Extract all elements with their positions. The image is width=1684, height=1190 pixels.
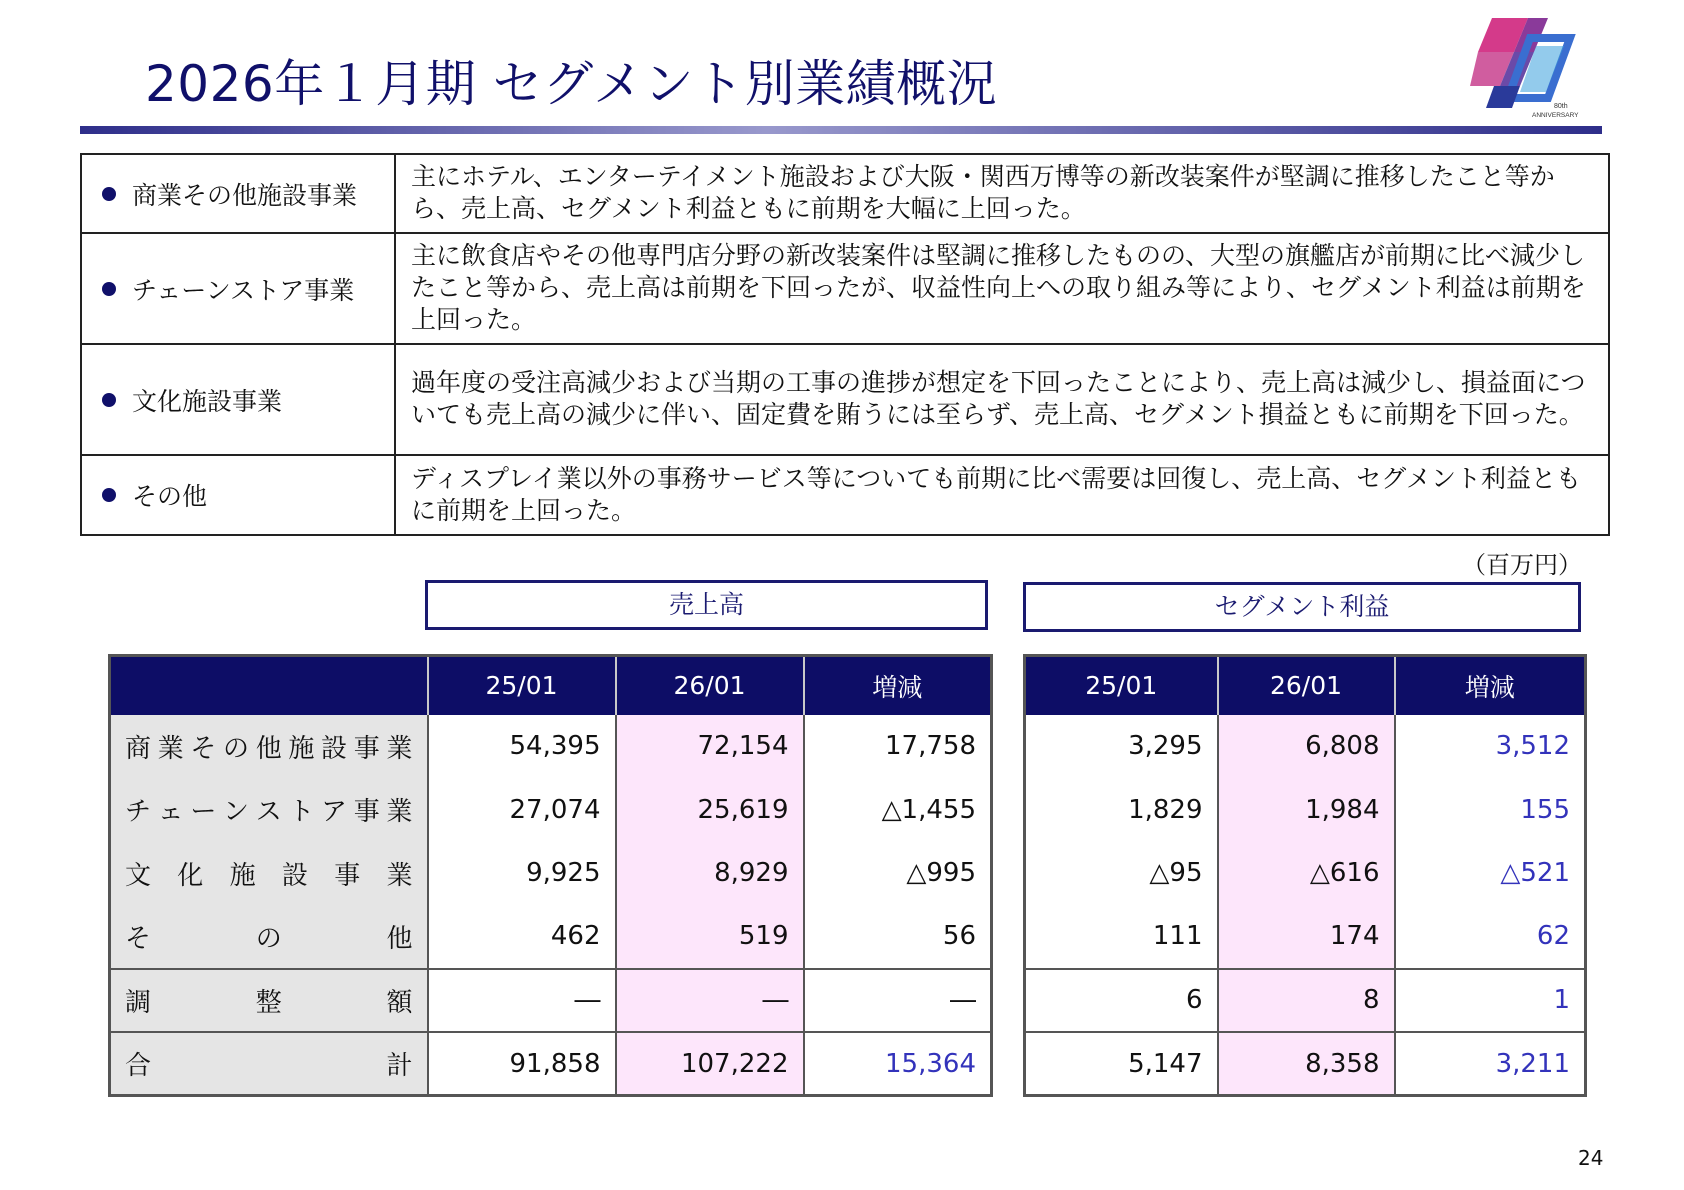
logo-80th-text: 80th [1554, 103, 1568, 110]
row-label-char: ン [223, 797, 250, 828]
segment-cell: 8,358 [1218, 1032, 1395, 1096]
note-row [81, 154, 1609, 233]
sales-heading: 売上高 [425, 580, 988, 630]
sales-row [110, 1032, 992, 1096]
anniversary-logo [1470, 16, 1582, 120]
row-label-char: 商 [125, 733, 152, 764]
row-label-char: そ [190, 733, 217, 764]
sales-row [110, 715, 992, 779]
note-text: ディスプレイ業以外の事務サービス等についても前期に比べ需要は回復し、売上高、セグメント利益ともに前期を上回った。 [395, 455, 1609, 535]
segment-cell: 174 [1218, 905, 1395, 969]
row-label-char: 業 [386, 860, 413, 891]
sales-table [108, 654, 993, 1097]
segment-cell: 3,295 [1128, 731, 1203, 762]
sales-cell: 72,154 [616, 715, 804, 779]
segment-row [1025, 1032, 1586, 1096]
col-header: 26/01 [1218, 656, 1395, 715]
segment-header-row [1025, 656, 1586, 715]
row-label-char: 他 [255, 733, 282, 764]
sales-header-row [110, 656, 992, 715]
sales-cell: △995 [804, 842, 992, 906]
segment-cell: 62 [1395, 905, 1586, 969]
row-label [110, 715, 428, 779]
sales-cell: 519 [616, 905, 804, 969]
title-rule [80, 126, 1602, 134]
note-row [81, 455, 1609, 535]
note-text: 主にホテル、エンターテイメント施設および大阪・関西万博等の新改装案件が堅調に推移したこと等から、売上高、セグメント利益ともに前期を大幅に上回った。 [395, 154, 1609, 233]
sales-row [110, 969, 992, 1033]
row-label-char: ト [288, 797, 315, 828]
bullet-icon [102, 282, 116, 296]
row-label [110, 905, 428, 969]
sales-cell: ― [616, 969, 804, 1033]
sales-cell: 27,074 [428, 778, 616, 842]
note-row [81, 344, 1609, 455]
row-label-char: 設 [281, 860, 308, 891]
sales-cell: 25,619 [616, 778, 804, 842]
segment-row [1025, 778, 1586, 842]
segment-cell: 8 [1218, 969, 1395, 1033]
row-label-char: の [255, 923, 282, 954]
sales-cell: 17,758 [804, 715, 992, 779]
segment-cell: △521 [1395, 842, 1586, 906]
segment-cell: 6,808 [1218, 715, 1395, 779]
col-header: 増減 [804, 656, 992, 715]
page-title: 2026年１月期 セグメント別業績概況 [145, 55, 998, 113]
segment-row [1025, 969, 1586, 1033]
segment-cell: △616 [1218, 842, 1395, 906]
sales-cell: ― [428, 969, 616, 1033]
sales-cell: 54,395 [428, 715, 616, 779]
col-header: 26/01 [616, 656, 804, 715]
sales-cell: △1,455 [804, 778, 992, 842]
row-label-char: ェ [157, 797, 184, 828]
note-segment-label: 商業その他施設事業 [132, 180, 358, 210]
sales-cell: 9,925 [428, 842, 616, 906]
segment-row [1025, 715, 1586, 779]
row-label [110, 1032, 428, 1096]
segment-profit-table [1023, 654, 1587, 1097]
row-label-char: 業 [386, 733, 413, 764]
note-segment-label: その他 [132, 482, 208, 511]
row-label-char: 事 [353, 733, 380, 764]
sales-cell: 15,364 [804, 1032, 992, 1096]
segment-cell: 3,211 [1395, 1032, 1586, 1096]
row-label-char: チ [125, 797, 152, 828]
sales-cell: 8,929 [616, 842, 804, 906]
row-label-char: 業 [386, 797, 413, 828]
bullet-icon [102, 488, 116, 502]
segment-row [1025, 842, 1586, 906]
col-header: 25/01 [428, 656, 616, 715]
note-segment [81, 344, 395, 455]
sales-cell: 91,858 [428, 1032, 616, 1096]
bullet-icon [102, 187, 116, 201]
note-segment [81, 455, 395, 535]
sales-row [110, 842, 992, 906]
row-label-char: 文 [125, 860, 152, 891]
row-label-char: 他 [386, 923, 413, 954]
segment-cell: 6 [1025, 969, 1218, 1033]
note-text: 主に飲食店やその他専門店分野の新改装案件は堅調に推移したものの、大型の旗艦店が前期に比べ減少したこと等から、売上高は前期を下回ったが、収益性向上への取り組み等により、セグメント利益は前期を上回った。 [395, 233, 1609, 344]
row-label-char: 化 [177, 860, 204, 891]
sales-cell: 107,222 [616, 1032, 804, 1096]
row-label [110, 842, 428, 906]
corner-header [110, 656, 428, 715]
row-label-char: 整 [255, 987, 282, 1018]
segment-cell: 3,512 [1395, 715, 1586, 779]
note-segment [81, 154, 395, 233]
row-label-char: 調 [125, 987, 152, 1018]
row-label-char: 施 [288, 733, 315, 764]
unit-label: （百万円） [1462, 551, 1582, 579]
sales-row [110, 905, 992, 969]
segment-cell: 1,984 [1218, 778, 1395, 842]
row-label-char: 業 [157, 733, 184, 764]
segment-cell: 111 [1152, 921, 1203, 952]
segment-profit-heading: セグメント利益 [1023, 582, 1581, 632]
row-label-char: 設 [321, 733, 348, 764]
row-label-char: の [223, 733, 250, 764]
row-label-char: 額 [386, 987, 413, 1018]
segment-notes-table [80, 153, 1610, 536]
segment-cell: 155 [1395, 778, 1586, 842]
row-label-char: ア [321, 797, 348, 828]
sales-cell: 462 [428, 905, 616, 969]
note-row [81, 233, 1609, 344]
note-segment [81, 233, 395, 344]
row-label-char: そ [125, 923, 152, 954]
page-number: 24 [1578, 1146, 1604, 1170]
sales-cell: ― [804, 969, 992, 1033]
col-header: 25/01 [1025, 656, 1218, 715]
row-label-char: 施 [229, 860, 256, 891]
note-segment-label: チェーンストア事業 [132, 275, 355, 305]
sales-row [110, 778, 992, 842]
row-label-char: ー [190, 797, 217, 828]
row-label-char: 合 [125, 1051, 152, 1081]
col-header: 増減 [1395, 656, 1586, 715]
bullet-icon [102, 393, 116, 407]
row-label-char: 計 [386, 1051, 413, 1081]
row-label [110, 778, 428, 842]
row-label-char: 事 [353, 797, 380, 828]
note-text: 過年度の受注高減少および当期の工事の進捗が想定を下回ったことにより、売上高は減少し、損益面についても売上高の減少に伴い、固定費を賄うには至らず、売上高、セグメント損益ともに前期を下回った。 [395, 344, 1609, 455]
row-label [110, 969, 428, 1033]
row-label-char: ス [255, 797, 282, 828]
segment-cell: 1 [1395, 969, 1586, 1033]
segment-row [1025, 905, 1586, 969]
segment-cell: △95 [1149, 858, 1203, 889]
segment-cell: 1,829 [1128, 794, 1203, 825]
row-label-char: 事 [334, 860, 361, 891]
logo-anniversary-text: ANNIVERSARY [1532, 112, 1579, 119]
note-segment-label: 文化施設事業 [132, 386, 283, 416]
segment-cell: 5,147 [1025, 1032, 1218, 1096]
sales-cell: 56 [804, 905, 992, 969]
